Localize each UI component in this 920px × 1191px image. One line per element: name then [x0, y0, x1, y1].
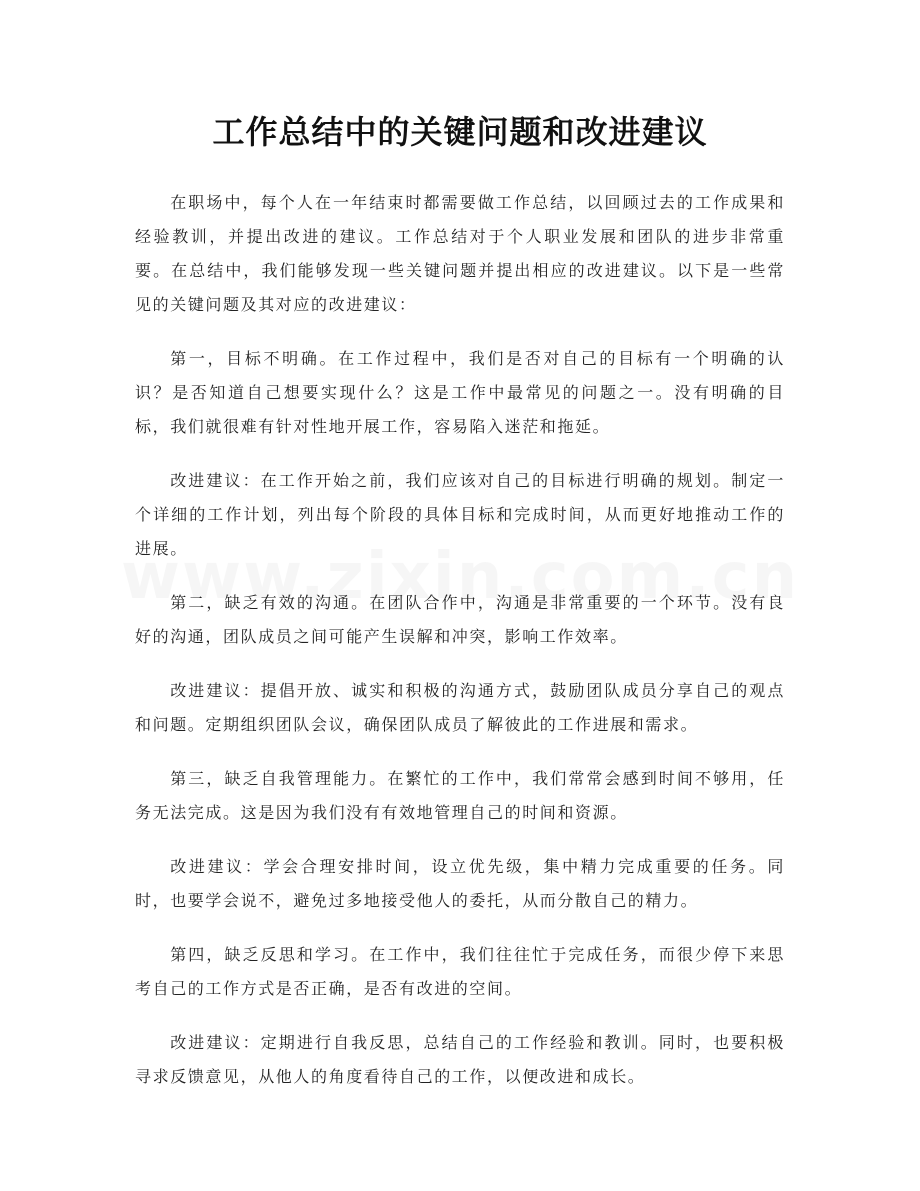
- document-title: 工作总结中的关键问题和改进建议: [212, 113, 708, 151]
- paragraph-issue-1: 第一，目标不明确。在工作过程中，我们是否对自己的目标有一个明确的认识？是否知道自己想要实现什么？这是工作中最常见的问题之一。没有明确的目标，我们就很难有针对性地开展工作，容易陷入迷茫和拖延。: [135, 349, 785, 436]
- paragraph-suggestion-2: 改进建议：提倡开放、诚实和积极的沟通方式，鼓励团队成员分享自己的观点和问题。定期组织团队会议，确保团队成员了解彼此的工作进展和需求。: [135, 681, 785, 734]
- paragraph-suggestion-3: 改进建议：学会合理安排时间，设立优先级，集中精力完成重要的任务。同时，也要学会说不，避免过多地接受他人的委托，从而分散自己的精力。: [135, 857, 785, 910]
- paragraph-intro: 在职场中，每个人在一年结束时都需要做工作总结，以回顾过去的工作成果和经验教训，并提出改进的建议。工作总结对于个人职业发展和团队的进步非常重要。在总结中，我们能够发现一些关键问题并提出相应的改进建议。以下是一些常见的关键问题及其对应的改进建议：: [135, 193, 785, 314]
- paragraph-suggestion-4: 改进建议：定期进行自我反思，总结自己的工作经验和教训。同时，也要积极寻求反馈意见，从他人的角度看待自己的工作，以便改进和成长。: [135, 1033, 785, 1086]
- paragraph-issue-4: 第四，缺乏反思和学习。在工作中，我们往往忙于完成任务，而很少停下来思考自己的工作方式是否正确，是否有改进的空间。: [135, 945, 785, 998]
- document-body: [135, 186, 785, 1094]
- paragraph-suggestion-1: 改进建议：在工作开始之前，我们应该对自己的目标进行明确的规划。制定一个详细的工作计划，列出每个阶段的具体目标和完成时间，从而更好地推动工作的进展。: [135, 471, 785, 558]
- paragraph-issue-2: 第二，缺乏有效的沟通。在团队合作中，沟通是非常重要的一个环节。没有良好的沟通，团队成员之间可能产生误解和冲突，影响工作效率。: [135, 593, 785, 646]
- paragraph-issue-3: 第三，缺乏自我管理能力。在繁忙的工作中，我们常常会感到时间不够用，任务无法完成。这是因为我们没有有效地管理自己的时间和资源。: [135, 769, 785, 822]
